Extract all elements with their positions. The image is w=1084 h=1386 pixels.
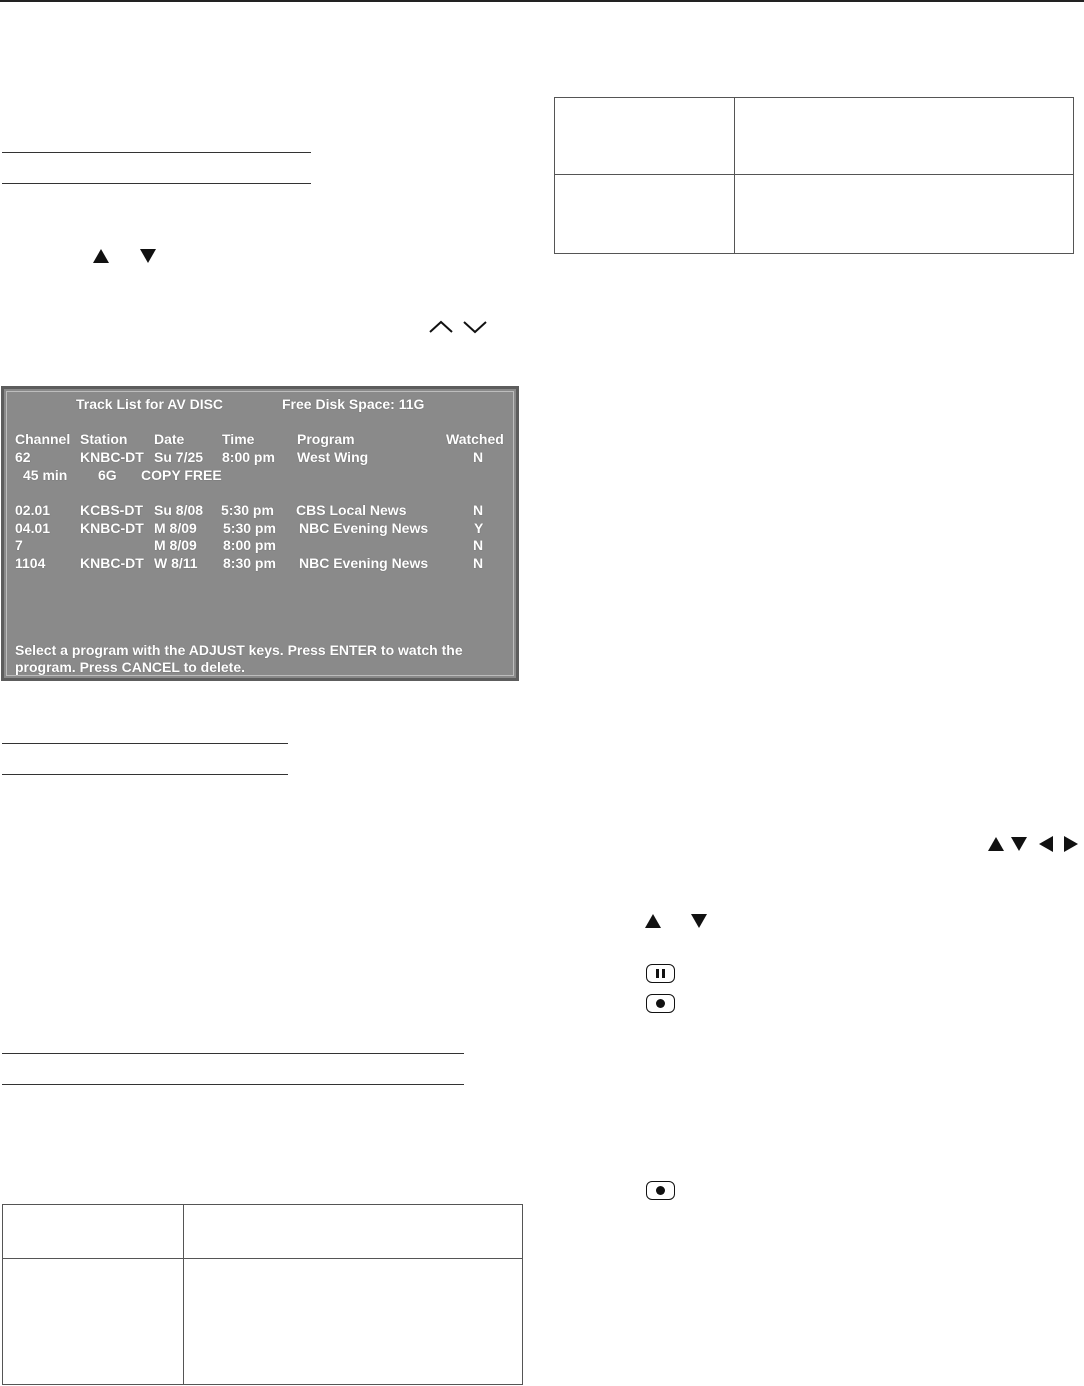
row-watched: N — [473, 555, 484, 571]
chevron-down-icon — [462, 320, 488, 334]
table-cell — [3, 1259, 184, 1385]
table-row — [3, 1259, 523, 1385]
top-right-table — [554, 97, 1074, 254]
row-time: 8:00 pm — [222, 449, 275, 465]
column-header-station: Station — [80, 431, 128, 447]
row-date: M 8/09 — [154, 520, 197, 536]
table-cell — [184, 1259, 523, 1385]
up-arrow-icon — [645, 914, 661, 928]
row-watched: N — [473, 502, 484, 518]
table-row — [555, 175, 1074, 254]
up-arrow-icon — [93, 249, 109, 263]
column-header-time: Time — [222, 431, 255, 447]
row-date: Su 7/25 — [154, 449, 204, 465]
table-row — [555, 98, 1074, 175]
heading-rule — [2, 1053, 464, 1054]
column-header-date: Date — [154, 431, 185, 447]
row-program: CBS Local News — [296, 502, 407, 518]
row-watched: Y — [474, 520, 484, 536]
row-time: 5:30 pm — [223, 520, 276, 536]
chevron-up-icon — [428, 320, 454, 334]
row-station: KNBC-DT — [80, 520, 144, 536]
row-channel: 04.01 — [15, 520, 51, 536]
heading-rule — [2, 774, 288, 775]
heading-rule — [2, 152, 311, 153]
row-date: M 8/09 — [154, 537, 197, 553]
screen-instructions-line2: program. Press CANCEL to delete. — [15, 659, 246, 675]
screen-title: Track List for AV DISC — [76, 396, 224, 412]
record-button-icon — [646, 1181, 675, 1200]
down-arrow-icon — [1011, 837, 1027, 851]
left-arrow-icon — [1039, 836, 1053, 852]
screen-instructions-line1: Select a program with the ADJUST keys. Press ENTER to watch the — [15, 642, 463, 658]
column-header-watched: Watched — [446, 431, 504, 447]
table-cell — [735, 175, 1074, 254]
record-button-icon — [646, 994, 675, 1013]
heading-rule — [2, 743, 288, 744]
row-station: KNBC-DT — [80, 449, 144, 465]
detail-duration: 45 min — [23, 467, 68, 483]
table-cell — [735, 98, 1074, 175]
row-program: NBC Evening News — [299, 520, 429, 536]
row-time: 8:00 pm — [223, 537, 276, 553]
bottom-left-table — [2, 1204, 523, 1385]
table-cell — [555, 98, 735, 175]
row-time: 5:30 pm — [221, 502, 274, 518]
table-row — [3, 1205, 523, 1259]
heading-rule — [2, 1084, 464, 1085]
row-watched: N — [473, 449, 484, 465]
row-date: W 8/11 — [154, 555, 198, 571]
detail-copy-status: COPY FREE — [141, 467, 222, 483]
row-program: West Wing — [297, 449, 369, 465]
table-cell — [184, 1205, 523, 1259]
row-channel: 1104 — [15, 555, 46, 571]
row-time: 8:30 pm — [223, 555, 276, 571]
row-watched: N — [473, 537, 484, 553]
column-header-channel: Channel — [15, 431, 71, 447]
down-arrow-icon — [140, 249, 156, 263]
row-date: Su 8/08 — [154, 502, 204, 518]
table-cell — [3, 1205, 184, 1259]
detail-size: 6G — [98, 467, 117, 483]
table-cell — [555, 175, 735, 254]
free-disk-space: Free Disk Space: 11G — [282, 396, 425, 412]
down-arrow-icon — [691, 914, 707, 928]
row-channel: 7 — [15, 537, 23, 553]
column-header-program: Program — [297, 431, 355, 447]
row-channel: 02.01 — [15, 502, 51, 518]
row-station: KNBC-DT — [80, 555, 144, 571]
heading-rule — [2, 183, 311, 184]
up-arrow-icon — [988, 837, 1004, 851]
pause-button-icon — [646, 964, 675, 983]
row-channel: 62 — [15, 449, 31, 465]
track-list-screen — [1, 386, 519, 681]
row-program: NBC Evening News — [299, 555, 429, 571]
right-arrow-icon — [1064, 836, 1078, 852]
row-station: KCBS-DT — [80, 502, 143, 518]
page-top-rule — [0, 0, 1084, 2]
